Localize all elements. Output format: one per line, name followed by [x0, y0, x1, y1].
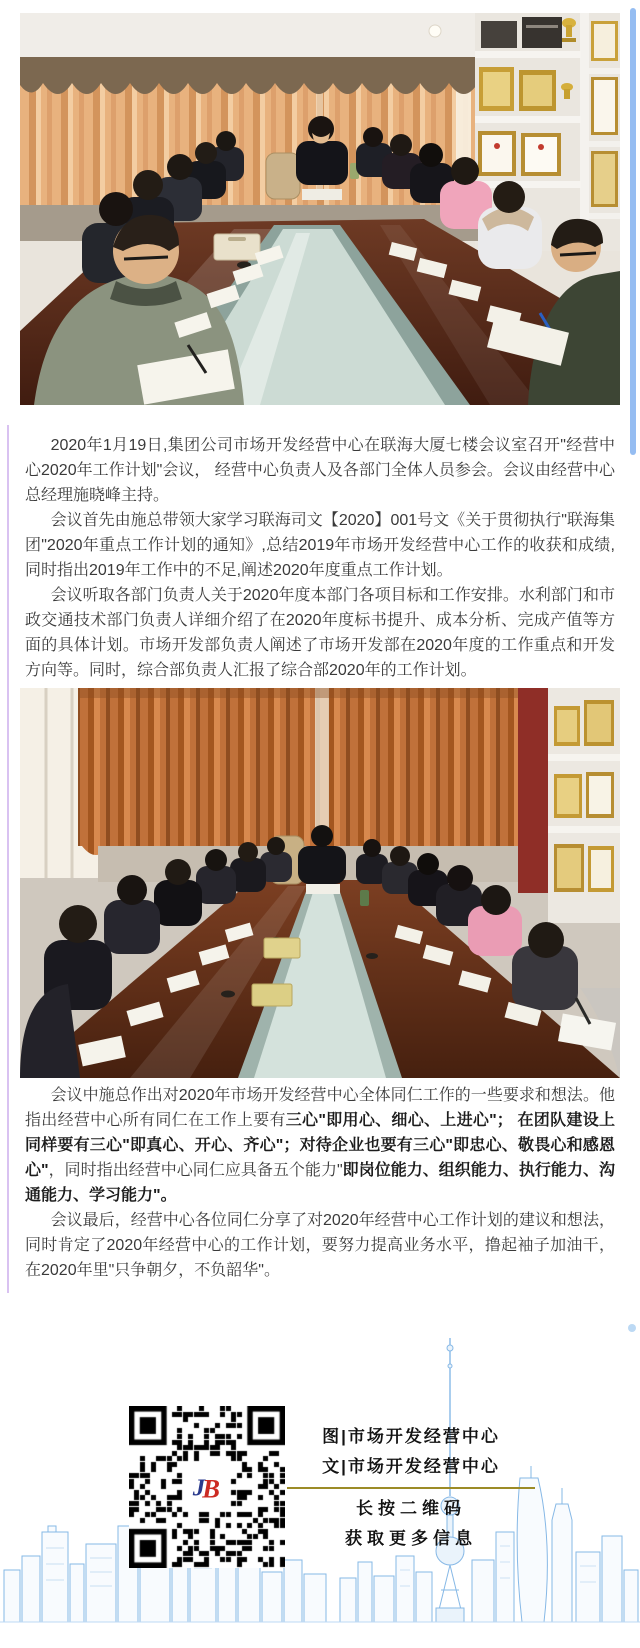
paragraph-group-2	[20, 1083, 620, 1283]
footer-credits	[285, 1422, 537, 1554]
qr-center-logo	[185, 1465, 229, 1509]
paragraph: 会议中施总作出对2020年市场开发经营中心全体同仁工作的一些要求和想法。他指出经营中心所有同仁在工作上要有三心"即用心、细心、上进心"； 在团队建设上同样要有三心"即真心、开心、齐心"；对待企业也要有三心"即忠心、敬畏心和感恩心"，同时指出经营中心同仁应具备五个能力"即岗位能力、组织能力、执行能力、沟通能力、学习能力"。	[25, 1087, 615, 1204]
paragraph: 2020年1月19日,集团公司市场开发经营中心在联海大厦七楼会议室召开"经营中心2020年工作计划"会议， 经营中心负责人及各部门全体人员参会。会议由经营中心总经理施晓峰主持。	[25, 437, 615, 504]
gold-divider	[287, 1487, 535, 1489]
decor-dot	[628, 1324, 636, 1332]
paragraph: 会议首先由施总带领大家学习联海司文【2020】001号文《关于贯彻执行"联海集团"2020年重点工作计划的通知》,总结2019年市场开发经营中心工作的收获和成绩,同时指出2019年工作中的不足,阐述2020年度重点工作计划。	[25, 512, 615, 579]
scrollbar[interactable]	[630, 8, 636, 455]
meeting-photo-1	[20, 13, 620, 405]
paragraph: 会议听取各部门负责人关于2020年度本部门各项目标和工作安排。水利部门和市政交通技术部门负责人详细介绍了在2020年度标书提升、成本分析、完成产值等方面的具体计划。市场开发部负责人阐述了市场开发部在2020年度的工作重点和开发方向等。同时，综合部负责人汇报了综合部2020年的工作计划。	[25, 587, 615, 679]
red-wall	[518, 688, 548, 893]
tip-long-press: 长按二维码	[356, 1499, 466, 1518]
logo-letter-j: J	[192, 1474, 206, 1502]
paragraph: 会议最后，经营中心各位同仁分享了对2020年经营中心工作计划的建议和想法，同时肯定了2020年经营中心的工作计划，要努力提高业务水平，撸起袖子加油干，在2020年里"只争朝夕，不负韶华"。	[25, 1212, 615, 1279]
curtains	[78, 688, 530, 855]
company-logo	[188, 1468, 226, 1506]
tip-more-info: 获取更多信息	[345, 1529, 477, 1548]
award-shelf	[548, 688, 620, 923]
meeting-room-scene-2	[20, 688, 620, 1078]
meeting-photo-2	[20, 688, 620, 1078]
credit-photo: 图|市场开发经营中心	[322, 1427, 500, 1446]
article-body	[7, 425, 620, 1293]
logo-letter-b: B	[202, 1473, 220, 1504]
meeting-room-scene-1	[20, 13, 620, 405]
credit-text: 文|市场开发经营中心	[322, 1457, 500, 1476]
paragraph-group-1	[20, 433, 620, 683]
qr-code[interactable]	[129, 1406, 285, 1568]
